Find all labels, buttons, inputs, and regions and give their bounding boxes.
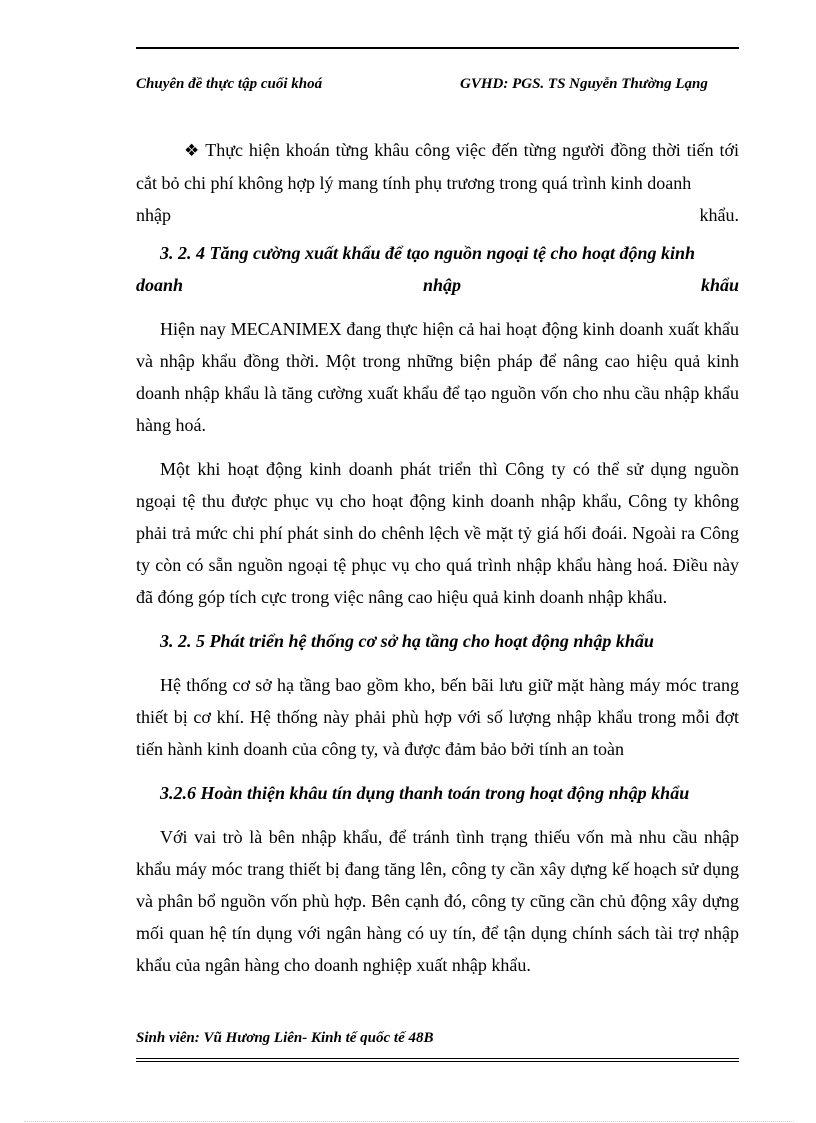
heading-3-2-4 [136, 237, 739, 301]
heading-3-2-4-word1: doanh [136, 275, 184, 295]
paragraph-mecanimex: Hiện nay MECANIMEX đang thực hiện cả hai hoạt động kinh doanh xuất khẩu và nhập khẩu đồng thời. Một trong những biện pháp để nâng cao hiệu quả kinh doanh nhập khẩu là tăng cường xuất khẩu để tạo nguồn vốn cho nhu cầu nhập khẩu hàng hoá. [136, 319, 739, 435]
bullet-text: Thực hiện khoán từng khâu công việc đến từng người đồng thời tiến tới cắt bỏ chi phí không hợp lý mang tính phụ trương trong quá trình kinh doanh [136, 140, 739, 193]
footer-rule-lower [136, 1061, 739, 1062]
paragraph-foreign-currency: Một khi hoạt động kinh doanh phát triển thì Công ty có thể sử dụng nguồn ngoại tệ thu được phục vụ cho hoạt động kinh doanh nhập khẩu, Công ty không phải trả mức chi phí phát sinh do chênh lệch về mặt tỷ giá hối đoái. Ngoài ra Công ty còn có sẵn nguồn ngoại tệ phục vụ cho quá trình nhập khẩu hàng hoá. Điều này đã đóng góp tích cực trong việc nâng cao hiệu quả kinh doanh nhập khẩu. [136, 459, 739, 607]
heading-3-2-5: 3. 2. 5 Phát triển hệ thống cơ sở hạ tầng cho hoạt động nhập khẩu [160, 631, 654, 651]
document-body [136, 134, 739, 993]
paragraph-credit: Với vai trò là bên nhập khẩu, để tránh tình trạng thiếu vốn mà nhu cầu nhập khẩu máy móc trang thiết bị đang tăng lên, công ty cần xây dựng kế hoạch sử dụng và phân bổ nguồn vốn phù hợp. Bên cạnh đó, công ty cũng cần chủ động xây dựng mối quan hệ tín dụng với ngân hàng có uy tín, để tận dụng chính sách tài trợ nhập khẩu của ngân hàng cho doanh nghiệp xuất nhập khẩu. [136, 827, 739, 975]
bullet-last-line [136, 199, 739, 231]
bullet-last-word-left: nhập [136, 205, 171, 225]
header-advisor: GVHD: PGS. TS Nguyễn Thường Lạng [460, 76, 708, 92]
header-topic: Chuyên đề thực tập cuối khoá [136, 76, 323, 92]
heading-3-2-4-word2: nhập [422, 275, 462, 295]
footer-rule-upper [136, 1058, 739, 1059]
header-rule [136, 47, 739, 49]
heading-3-2-4-line1: 3. 2. 4 Tăng cường xuất khẩu để tạo nguồn ngoại tệ cho hoạt động kinh [160, 243, 696, 263]
heading-3-2-4-line2 [136, 269, 739, 301]
diamond-bullet-icon: ❖ [184, 141, 200, 161]
heading-3-2-6: 3.2.6 Hoàn thiện khâu tín dụng thanh toán trong hoạt động nhập khẩu [160, 783, 690, 803]
bullet-last-word-right: khẩu. [699, 205, 739, 225]
page-header [136, 76, 739, 98]
page-edge-dotted-line [24, 1121, 794, 1122]
heading-3-2-4-word3: khẩu [700, 275, 739, 295]
page-footer: Sinh viên: Vũ Hương Liên- Kinh tế quốc tế 48B [136, 1030, 434, 1046]
bullet-paragraph [136, 134, 739, 231]
paragraph-infrastructure: Hệ thống cơ sở hạ tầng bao gồm kho, bến bãi lưu giữ mặt hàng máy móc trang thiết bị cơ khí. Hệ thống này phải phù hợp với số lượng nhập khẩu trong mỗi đợt tiến hành kinh doanh của công ty, và được đảm bảo bởi tính an toàn [136, 675, 739, 759]
